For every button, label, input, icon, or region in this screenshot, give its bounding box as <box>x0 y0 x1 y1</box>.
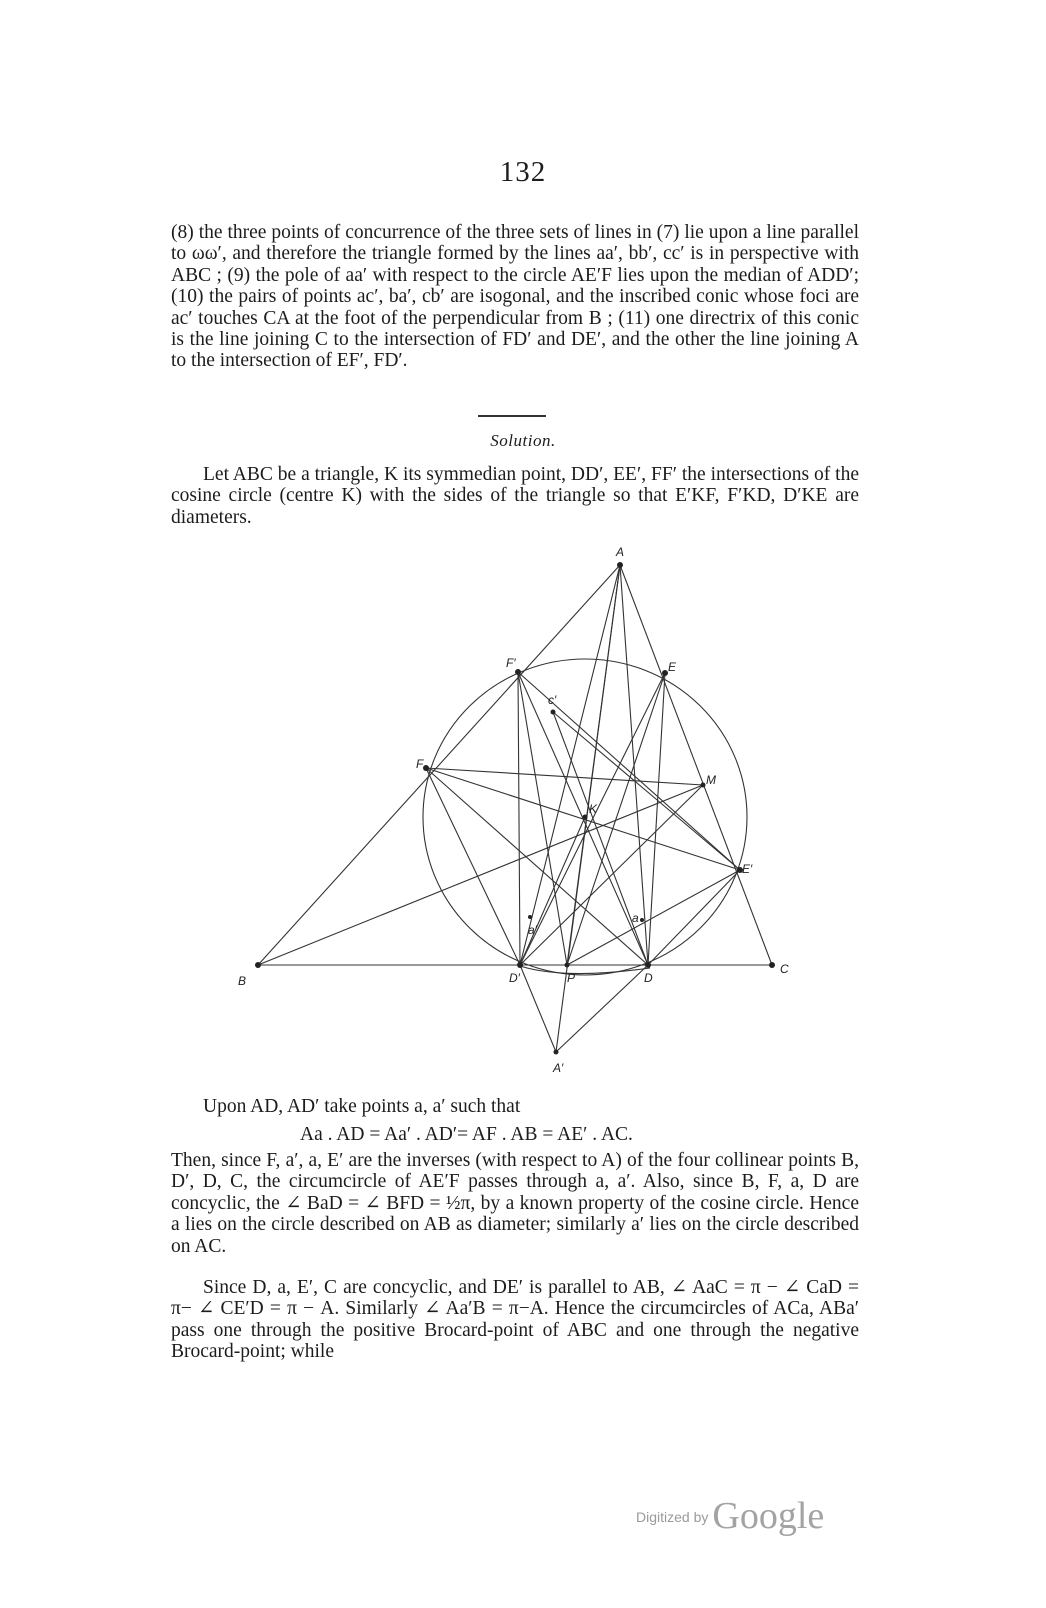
label-fprime: F′ <box>506 656 516 670</box>
label-p: P <box>567 971 576 985</box>
point-b <box>255 962 261 968</box>
line-dprime-aprime <box>520 965 556 1052</box>
label-e: E <box>668 660 677 674</box>
line-fprime-p <box>518 672 567 965</box>
label-m: M <box>706 773 716 787</box>
label-eprime: E′ <box>742 862 753 876</box>
point-cprime <box>551 710 556 715</box>
line-fprime-dprime <box>518 672 520 965</box>
line-p-eprime <box>567 870 740 965</box>
line-f-eprime <box>426 768 740 870</box>
line-f-dprime <box>426 768 520 965</box>
point-dprime <box>517 962 523 968</box>
point-fprime <box>515 669 521 675</box>
line-f-m <box>426 768 703 785</box>
line-cprime-d <box>553 712 648 965</box>
point-c <box>769 962 775 968</box>
since-paragraph <box>171 1277 859 1363</box>
label-aprime: A′ <box>553 1061 564 1075</box>
label-aprime-small: a′ <box>528 923 537 937</box>
point-aprime-small <box>528 915 532 919</box>
upon-paragraph <box>171 1096 859 1117</box>
solution-heading: Solution. <box>490 431 556 450</box>
point-m <box>701 783 706 788</box>
line-a-dprime <box>520 565 620 965</box>
arc-dpd <box>520 966 650 974</box>
solution-paragraph-text: Let ABC be a triangle, K its symmedian point, DD′, EE′, FF′ the intersections of the cosine circle (centre K) with the sides of the triangle so that E′KF, F′KD, D′KE are diameters. <box>171 464 859 528</box>
label-a: A <box>616 545 625 559</box>
line-a-aprime <box>556 565 620 1052</box>
since-paragraph-text: Since D, a, E′, C are concyclic, and DE′ is parallel to AB, ∠ AaC = π − ∠ CaD = π− ∠ CE′D = π − A. Similarly ∠ Aa′B = π−A. Hence the circumcircles of ACa, ABa′ pass one through the positive Brocard-point of ABC and one through the negative Brocard-point; while <box>171 1277 859 1363</box>
upon-paragraph-text: Upon AD, AD′ take points a, a′ such that <box>203 1096 521 1117</box>
label-cprime: c′ <box>548 693 557 707</box>
line-d-eprime <box>648 870 740 965</box>
side-ab <box>258 565 620 965</box>
section-divider <box>478 415 546 417</box>
label-b: B <box>238 974 247 988</box>
label-d: D <box>644 971 653 985</box>
geometry-diagram <box>230 540 830 1090</box>
label-k: K <box>589 802 598 816</box>
line-k-dprime <box>520 817 585 965</box>
geometry-figure <box>230 540 830 1090</box>
line-dprime-m <box>520 785 703 965</box>
formula-line: Aa . AD = Aa′ . AD′= AF . AB = AE′ . AC. <box>300 1124 633 1145</box>
label-a-small: a <box>632 911 639 925</box>
label-f: F <box>416 757 424 771</box>
point-d <box>645 962 651 968</box>
point-a <box>617 562 623 568</box>
google-logo-text: Google <box>712 1495 825 1537</box>
label-c: C <box>780 962 789 976</box>
solution-paragraph <box>171 464 859 528</box>
point-a-small <box>640 918 644 922</box>
side-ac <box>620 565 772 965</box>
intro-paragraph: (8) the three points of concurrence of the three sets of lines in (7) lie upon a line parallel to ωω′, and therefore the triangle formed by the lines aa′, bb′, cc′ is in perspective with ABC ; (9) the pole of aa′ with respect to the circle AE′F lies upon the median of ADD′; (10) the pairs of points ac′, ba′, cb′ are isogonal, and the inscribed conic whose foci are ac′ touches CA at the foot of the perpendicular from B ; (11) one directrix of this conic is the line joining C to the intersection of FD′ and DE′, and the other the line joining A to the intersection of EF′, FD′. <box>171 222 859 372</box>
label-dprime: D′ <box>509 971 520 985</box>
point-k <box>583 815 588 820</box>
line-cprime-eprime <box>553 712 740 870</box>
watermark-small-text: Digitized by <box>636 1509 709 1525</box>
page-number: 132 <box>499 156 547 188</box>
digitized-watermark <box>636 1494 824 1538</box>
point-p <box>565 963 570 968</box>
point-aprime <box>554 1050 559 1055</box>
point-f <box>423 765 429 771</box>
then-paragraph: Then, since F, a′, a, E′ are the inverses (with respect to A) of the four collinear points B, D′, D, C, the circumcircle of AE′F passes through a, a′. Also, since B, F, a, D are concyclic, the ∠ BaD = ∠ BFD = ½π, by a known property of the cosine circle. Hence a lies on the circle described on AB as diameter; similarly a′ lies on the circle described on AC. <box>171 1150 859 1257</box>
line-f-d <box>426 768 648 965</box>
